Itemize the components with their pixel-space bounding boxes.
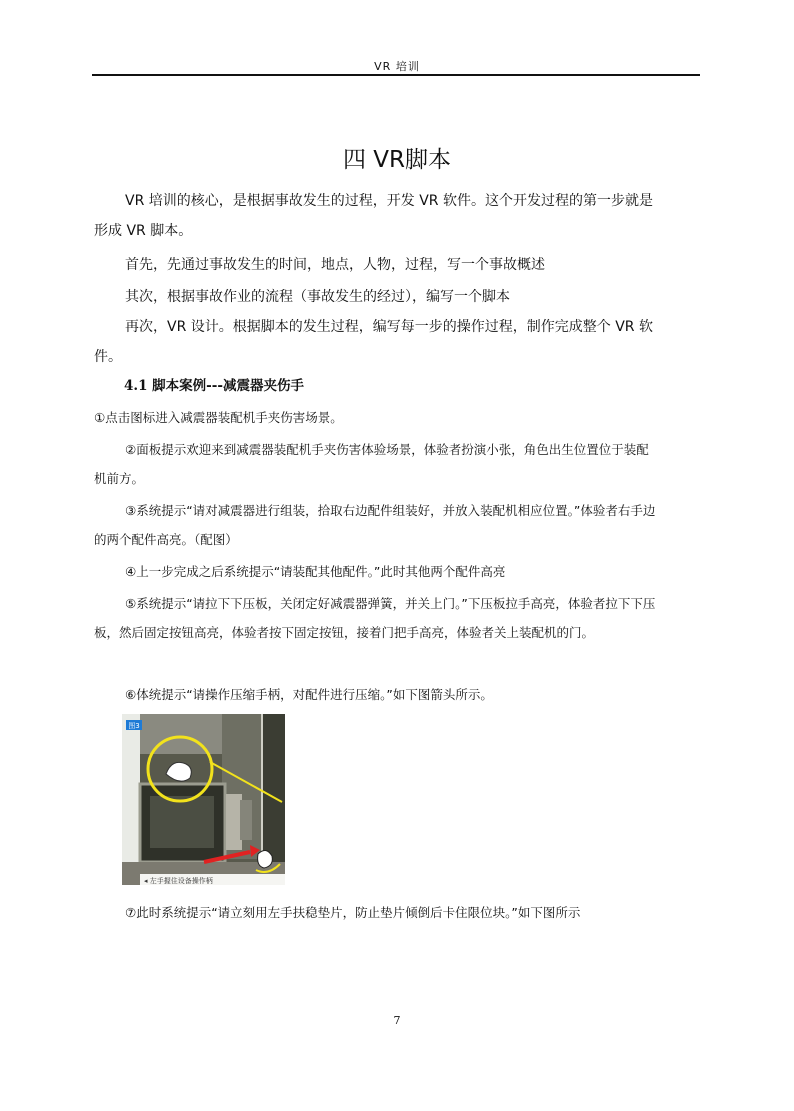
intro-paragraph-4: 再次，VR 设计。根据脚本的发生过程，编写每一步的操作过程，制作完成整个 VR 软件。 [94, 319, 653, 365]
step-3: ③系统提示“请对减震器进行组装，拾取右边配件组装好，并放入装配机相应位置。”体验者右手边的两个配件高亮。（配图） [94, 503, 656, 547]
figure-tag: 图3 [128, 722, 140, 730]
step-2: ②面板提示欢迎来到减震器装配机手夹伤害体验场景，体验者扮演小张，角色出生位置位于装配机前方。 [94, 442, 649, 486]
step-4: ④上一步完成之后系统提示“请装配其他配件。”此时其他两个配件高亮 [125, 564, 506, 579]
figure-caption: ◂ 左手握住设备操作柄 [144, 877, 213, 885]
intro-paragraph-3: 其次，根据事故作业的流程（事故发生的经过），编写一个脚本 [125, 289, 510, 305]
chapter-title: 四 VR脚本 [342, 147, 452, 173]
intro-paragraph-1: VR 培训的核心，是根据事故发生的过程，开发 VR 软件。这个开发过程的第一步就是形成 VR 脚本。 [94, 193, 653, 239]
vr-scene-illustration [122, 714, 285, 885]
step-1: ①点击图标进入减震器装配机手夹伤害场景。 [94, 410, 343, 425]
intro-paragraph-2: 首先，先通过事故发生的时间，地点，人物，过程，写一个事故概述 [125, 257, 545, 273]
running-header: VR 培训 [374, 60, 420, 73]
header-rule [92, 74, 700, 76]
step-6: ⑥体统提示“请操作压缩手柄，对配件进行压缩。”如下图箭头所示。 [125, 687, 493, 702]
vr-scene-figure [122, 714, 285, 885]
section-heading: 4.1 脚本案例---减震器夹伤手 [124, 378, 304, 394]
step-5: ⑤系统提示“请拉下下压板，关闭定好减震器弹簧，并关上门。”下压板拉手高亮，体验者拉下下压板，然后固定按钮高亮，体验者按下固定按钮，接着门把手高亮，体验者关上装配机的门。 [94, 596, 656, 640]
step-7: ⑦此时系统提示“请立刻用左手扶稳垫片，防止垫片倾倒后卡住限位块。”如下图所示 [125, 905, 581, 920]
page-number: 7 [393, 1014, 401, 1027]
